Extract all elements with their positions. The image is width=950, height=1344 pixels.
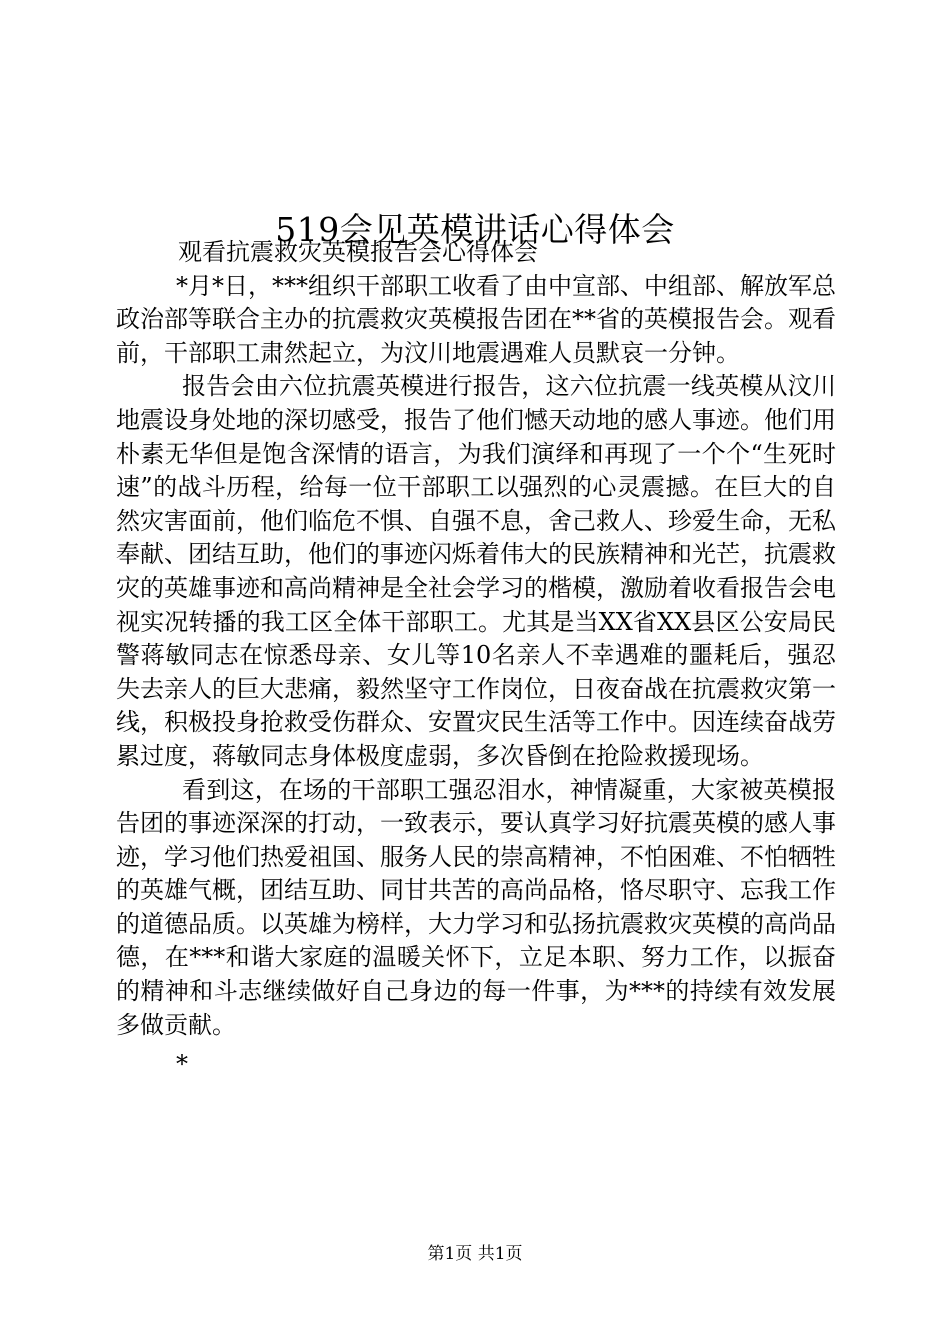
body-paragraph-1: *月*日，***组织干部职工收看了由中宣部、中组部、解放军总政治部等联合主办的抗震救灾英模报告团在**省的英模报告会。观看前，干部职工肃然起立，为汶川地震遇难人员默哀一分钟。 — [116, 271, 836, 367]
document-title: 519会见英模讲话心得体会 — [275, 210, 675, 250]
document-subtitle: 观看抗震救灾英模报告会心得体会 — [178, 238, 538, 266]
document-body — [116, 236, 836, 1082]
body-paragraph-3: 看到这，在场的干部职工强忍泪水，神情凝重，大家被英模报告团的事迹深深的打动，一致表示，要认真学习好抗震英模的感人事迹，学习他们热爱祖国、服务人民的崇高精神，不怕困难、不怕牺牲的英雄气概，团结互助、同甘共苦的高尚品格，恪尽职守、忘我工作的道德品质。以英雄为榜样，大力学习和弘扬抗震救灾英模的高尚品德，在***和谐大家庭的温暖关怀下，立足本职、努力工作，以振奋的精神和斗志继续做好自己身边的每一件事，为***的持续有效发展多做贡献。 — [116, 775, 836, 1039]
page-footer: 第1页 共1页 — [427, 1244, 523, 1264]
trailing-asterisk: * — [176, 1050, 188, 1079]
body-paragraph-2: 报告会由六位抗震英模进行报告，这六位抗震一线英模从汶川地震设身处地的深切感受，报告了他们憾天动地的感人事迹。他们用朴素无华但是饱含深情的语言，为我们演绎和再现了一个个“生死时速”的战斗历程，给每一位干部职工以强烈的心灵震撼。在巨大的自然灾害面前，他们临危不惧、自强不息，舍己救人、珍爱生命，无私奉献、团结互助，他们的事迹闪烁着伟大的民族精神和光芒，抗震救灾的英雄事迹和高尚精神是全社会学习的楷模，激励着收看报告会电视实况转播的我工区全体干部职工。尤其是当XX省XX县区公安局民警蒋敏同志在惊悉母亲、女儿等10名亲人不幸遇难的噩耗后，强忍失去亲人的巨大悲痛，毅然坚守工作岗位，日夜奋战在抗震救灾第一线，积极投身抢救受伤群众、安置灾民生活等工作中。因连续奋战劳累过度，蒋敏同志身体极度虚弱，多次昏倒在抢险救援现场。 — [116, 372, 836, 770]
